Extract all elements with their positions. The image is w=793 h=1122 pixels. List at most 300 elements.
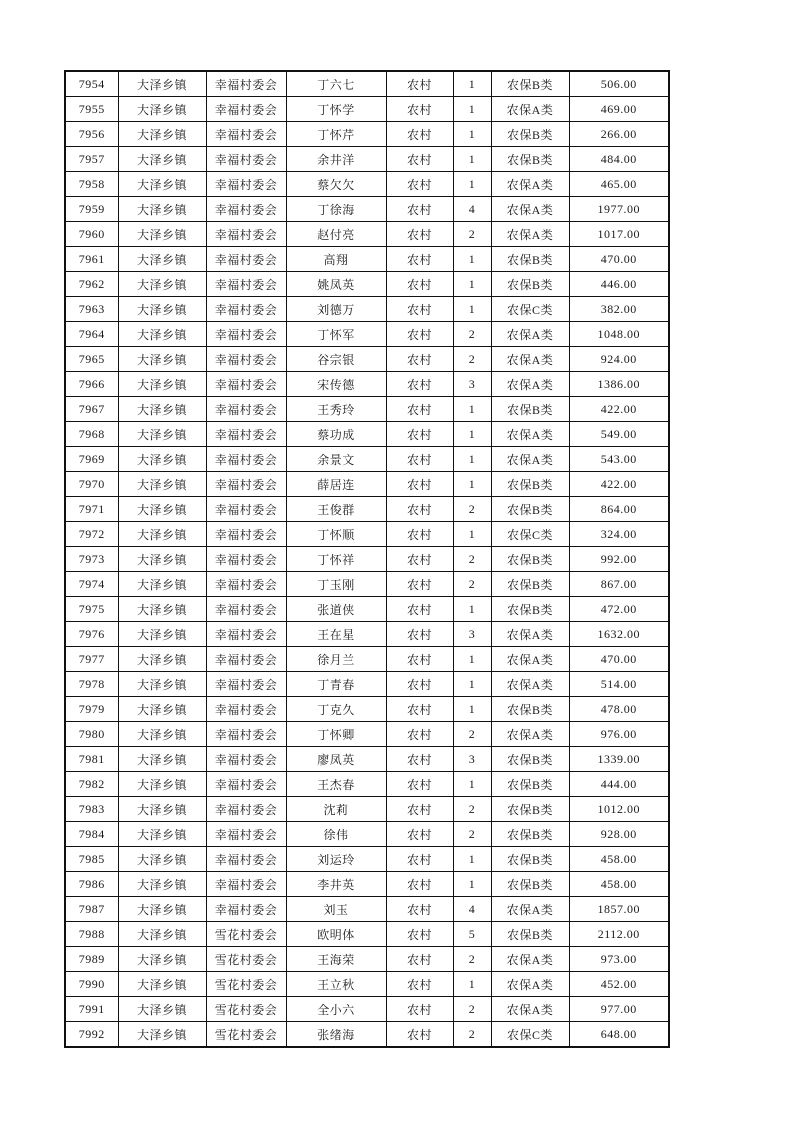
cell-serial-number: 7989 [65,947,118,972]
cell-township: 大泽乡镇 [118,797,206,822]
cell-residence-type: 农村 [386,922,453,947]
cell-township: 大泽乡镇 [118,947,206,972]
cell-township: 大泽乡镇 [118,872,206,897]
cell-residence-type: 农村 [386,622,453,647]
cell-person-count: 2 [453,722,491,747]
cell-residence-type: 农村 [386,197,453,222]
cell-person-name: 蔡功成 [286,422,386,447]
cell-village-committee: 幸福村委会 [206,247,286,272]
cell-village-committee: 幸福村委会 [206,322,286,347]
table-row [65,197,669,222]
cell-insurance-category: 农保B类 [491,122,569,147]
cell-person-count: 1 [453,297,491,322]
cell-township: 大泽乡镇 [118,422,206,447]
table-row [65,347,669,372]
cell-residence-type: 农村 [386,222,453,247]
cell-residence-type: 农村 [386,447,453,472]
cell-amount: 976.00 [569,722,669,747]
cell-amount: 478.00 [569,697,669,722]
cell-village-committee: 幸福村委会 [206,697,286,722]
cell-township: 大泽乡镇 [118,247,206,272]
cell-insurance-category: 农保B类 [491,71,569,97]
cell-amount: 924.00 [569,347,669,372]
cell-insurance-category: 农保C类 [491,1022,569,1048]
cell-person-count: 2 [453,497,491,522]
table-row [65,1022,669,1048]
cell-person-name: 丁怀芹 [286,122,386,147]
cell-insurance-category: 农保B类 [491,797,569,822]
cell-person-name: 谷宗银 [286,347,386,372]
cell-township: 大泽乡镇 [118,672,206,697]
cell-village-committee: 雪花村委会 [206,997,286,1022]
cell-insurance-category: 农保C类 [491,522,569,547]
cell-insurance-category: 农保B类 [491,247,569,272]
cell-person-count: 2 [453,1022,491,1048]
cell-person-name: 李井英 [286,872,386,897]
cell-person-count: 1 [453,847,491,872]
cell-residence-type: 农村 [386,797,453,822]
cell-person-count: 1 [453,972,491,997]
cell-amount: 470.00 [569,647,669,672]
cell-amount: 549.00 [569,422,669,447]
cell-insurance-category: 农保B类 [491,872,569,897]
cell-township: 大泽乡镇 [118,547,206,572]
cell-insurance-category: 农保B类 [491,472,569,497]
cell-serial-number: 7983 [65,797,118,822]
cell-insurance-category: 农保A类 [491,197,569,222]
cell-insurance-category: 农保A类 [491,447,569,472]
cell-amount: 266.00 [569,122,669,147]
cell-person-name: 王秀玲 [286,397,386,422]
cell-township: 大泽乡镇 [118,1022,206,1048]
table-row [65,922,669,947]
cell-person-count: 1 [453,522,491,547]
cell-serial-number: 7991 [65,997,118,1022]
cell-residence-type: 农村 [386,722,453,747]
table-row [65,697,669,722]
cell-amount: 382.00 [569,297,669,322]
cell-residence-type: 农村 [386,972,453,997]
cell-amount: 458.00 [569,847,669,872]
cell-person-count: 1 [453,772,491,797]
cell-village-committee: 幸福村委会 [206,222,286,247]
cell-residence-type: 农村 [386,297,453,322]
table-row [65,672,669,697]
table-row [65,572,669,597]
cell-amount: 1857.00 [569,897,669,922]
cell-village-committee: 幸福村委会 [206,97,286,122]
cell-insurance-category: 农保A类 [491,897,569,922]
cell-village-committee: 幸福村委会 [206,147,286,172]
cell-serial-number: 7969 [65,447,118,472]
cell-insurance-category: 农保A类 [491,997,569,1022]
cell-insurance-category: 农保C类 [491,297,569,322]
cell-person-count: 1 [453,872,491,897]
cell-person-count: 3 [453,622,491,647]
cell-serial-number: 7984 [65,822,118,847]
cell-person-count: 3 [453,372,491,397]
table-row [65,422,669,447]
cell-township: 大泽乡镇 [118,372,206,397]
cell-person-count: 2 [453,322,491,347]
cell-serial-number: 7972 [65,522,118,547]
cell-serial-number: 7967 [65,397,118,422]
cell-person-name: 丁怀顺 [286,522,386,547]
cell-person-name: 廖凤英 [286,747,386,772]
cell-amount: 444.00 [569,772,669,797]
cell-township: 大泽乡镇 [118,722,206,747]
cell-amount: 458.00 [569,872,669,897]
table-row [65,372,669,397]
cell-amount: 324.00 [569,522,669,547]
cell-insurance-category: 农保A类 [491,722,569,747]
cell-serial-number: 7979 [65,697,118,722]
cell-insurance-category: 农保B类 [491,597,569,622]
cell-residence-type: 农村 [386,472,453,497]
cell-residence-type: 农村 [386,1022,453,1048]
cell-serial-number: 7973 [65,547,118,572]
cell-village-committee: 幸福村委会 [206,522,286,547]
cell-person-name: 宋传德 [286,372,386,397]
cell-township: 大泽乡镇 [118,747,206,772]
cell-residence-type: 农村 [386,422,453,447]
cell-residence-type: 农村 [386,947,453,972]
cell-person-name: 徐伟 [286,822,386,847]
cell-residence-type: 农村 [386,872,453,897]
cell-residence-type: 农村 [386,647,453,672]
cell-residence-type: 农村 [386,97,453,122]
table-row [65,71,669,97]
cell-person-count: 1 [453,97,491,122]
table-row [65,397,669,422]
cell-village-committee: 幸福村委会 [206,71,286,97]
cell-person-count: 1 [453,272,491,297]
benefits-table [64,70,670,1048]
cell-township: 大泽乡镇 [118,322,206,347]
table-row [65,722,669,747]
cell-village-committee: 幸福村委会 [206,772,286,797]
table-row [65,972,669,997]
cell-serial-number: 7960 [65,222,118,247]
cell-person-name: 丁玉刚 [286,572,386,597]
cell-person-count: 2 [453,572,491,597]
cell-insurance-category: 农保B类 [491,847,569,872]
cell-insurance-category: 农保A类 [491,672,569,697]
cell-serial-number: 7975 [65,597,118,622]
cell-residence-type: 农村 [386,597,453,622]
cell-amount: 465.00 [569,172,669,197]
cell-amount: 973.00 [569,947,669,972]
cell-insurance-category: 农保A类 [491,947,569,972]
cell-serial-number: 7971 [65,497,118,522]
cell-amount: 472.00 [569,597,669,622]
cell-residence-type: 农村 [386,522,453,547]
cell-amount: 446.00 [569,272,669,297]
cell-residence-type: 农村 [386,272,453,297]
cell-serial-number: 7968 [65,422,118,447]
cell-insurance-category: 农保B类 [491,572,569,597]
table-row [65,847,669,872]
cell-serial-number: 7988 [65,922,118,947]
cell-village-committee: 幸福村委会 [206,172,286,197]
cell-person-name: 欧明体 [286,922,386,947]
cell-residence-type: 农村 [386,822,453,847]
cell-village-committee: 雪花村委会 [206,1022,286,1048]
cell-amount: 928.00 [569,822,669,847]
cell-residence-type: 农村 [386,697,453,722]
cell-residence-type: 农村 [386,397,453,422]
cell-township: 大泽乡镇 [118,622,206,647]
cell-person-count: 5 [453,922,491,947]
cell-township: 大泽乡镇 [118,772,206,797]
cell-village-committee: 幸福村委会 [206,497,286,522]
cell-person-count: 2 [453,797,491,822]
cell-insurance-category: 农保A类 [491,97,569,122]
cell-township: 大泽乡镇 [118,222,206,247]
cell-township: 大泽乡镇 [118,71,206,97]
cell-residence-type: 农村 [386,372,453,397]
cell-township: 大泽乡镇 [118,822,206,847]
cell-residence-type: 农村 [386,122,453,147]
table-row [65,747,669,772]
cell-insurance-category: 农保B类 [491,822,569,847]
table-row [65,997,669,1022]
cell-serial-number: 7964 [65,322,118,347]
cell-residence-type: 农村 [386,847,453,872]
cell-amount: 543.00 [569,447,669,472]
cell-person-count: 1 [453,172,491,197]
cell-amount: 1977.00 [569,197,669,222]
cell-amount: 469.00 [569,97,669,122]
cell-serial-number: 7981 [65,747,118,772]
cell-person-count: 2 [453,347,491,372]
table-row [65,472,669,497]
cell-person-name: 高翔 [286,247,386,272]
cell-person-count: 1 [453,647,491,672]
table-row [65,447,669,472]
cell-person-count: 3 [453,747,491,772]
cell-person-name: 刘玉 [286,897,386,922]
cell-serial-number: 7956 [65,122,118,147]
cell-serial-number: 7985 [65,847,118,872]
cell-township: 大泽乡镇 [118,122,206,147]
cell-amount: 2112.00 [569,922,669,947]
cell-township: 大泽乡镇 [118,997,206,1022]
cell-serial-number: 7980 [65,722,118,747]
cell-township: 大泽乡镇 [118,172,206,197]
cell-residence-type: 农村 [386,347,453,372]
cell-person-count: 1 [453,122,491,147]
cell-serial-number: 7963 [65,297,118,322]
cell-township: 大泽乡镇 [118,697,206,722]
cell-township: 大泽乡镇 [118,972,206,997]
table-row [65,97,669,122]
cell-person-count: 1 [453,697,491,722]
cell-serial-number: 7976 [65,622,118,647]
table-row [65,272,669,297]
cell-insurance-category: 农保A类 [491,972,569,997]
cell-insurance-category: 农保A类 [491,372,569,397]
table-row [65,547,669,572]
cell-township: 大泽乡镇 [118,147,206,172]
table-row [65,772,669,797]
cell-person-name: 蔡欠欠 [286,172,386,197]
cell-person-count: 1 [453,422,491,447]
table-row [65,147,669,172]
cell-township: 大泽乡镇 [118,597,206,622]
cell-person-count: 1 [453,397,491,422]
cell-insurance-category: 农保B类 [491,497,569,522]
cell-serial-number: 7990 [65,972,118,997]
cell-person-name: 王海荣 [286,947,386,972]
cell-township: 大泽乡镇 [118,922,206,947]
cell-serial-number: 7970 [65,472,118,497]
cell-village-committee: 雪花村委会 [206,947,286,972]
cell-village-committee: 幸福村委会 [206,672,286,697]
table-row [65,247,669,272]
cell-person-count: 4 [453,897,491,922]
cell-residence-type: 农村 [386,147,453,172]
cell-person-count: 2 [453,822,491,847]
cell-residence-type: 农村 [386,322,453,347]
cell-residence-type: 农村 [386,572,453,597]
table-row [65,222,669,247]
cell-serial-number: 7978 [65,672,118,697]
cell-village-committee: 幸福村委会 [206,822,286,847]
table-row [65,797,669,822]
cell-person-name: 王在星 [286,622,386,647]
table-row [65,947,669,972]
cell-person-name: 刘德万 [286,297,386,322]
cell-amount: 422.00 [569,472,669,497]
cell-person-name: 薛居连 [286,472,386,497]
cell-village-committee: 幸福村委会 [206,272,286,297]
cell-person-name: 丁徐海 [286,197,386,222]
cell-person-count: 2 [453,997,491,1022]
cell-serial-number: 7977 [65,647,118,672]
cell-serial-number: 7966 [65,372,118,397]
cell-person-name: 赵付亮 [286,222,386,247]
cell-person-name: 刘运玲 [286,847,386,872]
cell-village-committee: 幸福村委会 [206,797,286,822]
table-row [65,897,669,922]
cell-village-committee: 幸福村委会 [206,122,286,147]
cell-serial-number: 7958 [65,172,118,197]
cell-person-name: 全小六 [286,997,386,1022]
table-row [65,297,669,322]
cell-amount: 1012.00 [569,797,669,822]
cell-insurance-category: 农保B类 [491,272,569,297]
cell-village-committee: 幸福村委会 [206,372,286,397]
cell-township: 大泽乡镇 [118,447,206,472]
cell-residence-type: 农村 [386,71,453,97]
cell-township: 大泽乡镇 [118,472,206,497]
cell-person-count: 1 [453,147,491,172]
cell-residence-type: 农村 [386,772,453,797]
cell-serial-number: 7982 [65,772,118,797]
cell-amount: 452.00 [569,972,669,997]
cell-village-committee: 雪花村委会 [206,972,286,997]
table-row [65,522,669,547]
cell-person-name: 张绪海 [286,1022,386,1048]
cell-person-name: 丁怀祥 [286,547,386,572]
cell-village-committee: 幸福村委会 [206,847,286,872]
cell-village-committee: 幸福村委会 [206,297,286,322]
cell-village-committee: 幸福村委会 [206,597,286,622]
cell-insurance-category: 农保A类 [491,622,569,647]
cell-person-name: 丁怀学 [286,97,386,122]
cell-person-name: 丁六七 [286,71,386,97]
cell-serial-number: 7987 [65,897,118,922]
cell-person-count: 4 [453,197,491,222]
cell-township: 大泽乡镇 [118,397,206,422]
cell-insurance-category: 农保A类 [491,647,569,672]
cell-person-count: 2 [453,947,491,972]
cell-insurance-category: 农保B类 [491,547,569,572]
cell-amount: 422.00 [569,397,669,422]
cell-person-name: 丁怀军 [286,322,386,347]
cell-township: 大泽乡镇 [118,897,206,922]
table-row [65,172,669,197]
cell-serial-number: 7974 [65,572,118,597]
cell-insurance-category: 农保B类 [491,147,569,172]
cell-insurance-category: 农保B类 [491,697,569,722]
cell-amount: 1339.00 [569,747,669,772]
cell-village-committee: 幸福村委会 [206,547,286,572]
cell-insurance-category: 农保A类 [491,222,569,247]
cell-person-count: 2 [453,547,491,572]
cell-person-count: 1 [453,247,491,272]
cell-village-committee: 幸福村委会 [206,897,286,922]
cell-township: 大泽乡镇 [118,497,206,522]
cell-serial-number: 7961 [65,247,118,272]
cell-residence-type: 农村 [386,497,453,522]
cell-township: 大泽乡镇 [118,522,206,547]
cell-person-count: 2 [453,222,491,247]
cell-insurance-category: 农保A类 [491,322,569,347]
cell-person-name: 王立秋 [286,972,386,997]
cell-amount: 484.00 [569,147,669,172]
cell-township: 大泽乡镇 [118,297,206,322]
cell-residence-type: 农村 [386,747,453,772]
table-row [65,647,669,672]
cell-village-committee: 幸福村委会 [206,872,286,897]
cell-serial-number: 7992 [65,1022,118,1048]
cell-amount: 1632.00 [569,622,669,647]
cell-amount: 977.00 [569,997,669,1022]
cell-residence-type: 农村 [386,247,453,272]
cell-insurance-category: 农保A类 [491,347,569,372]
cell-amount: 648.00 [569,1022,669,1048]
cell-person-name: 丁克久 [286,697,386,722]
cell-village-committee: 幸福村委会 [206,722,286,747]
cell-township: 大泽乡镇 [118,847,206,872]
cell-amount: 1048.00 [569,322,669,347]
cell-residence-type: 农村 [386,997,453,1022]
cell-village-committee: 雪花村委会 [206,922,286,947]
cell-township: 大泽乡镇 [118,197,206,222]
cell-person-name: 余景文 [286,447,386,472]
cell-person-name: 张道侠 [286,597,386,622]
table-row [65,122,669,147]
cell-amount: 514.00 [569,672,669,697]
table-row [65,597,669,622]
table-row [65,872,669,897]
cell-serial-number: 7954 [65,71,118,97]
cell-serial-number: 7986 [65,872,118,897]
cell-village-committee: 幸福村委会 [206,622,286,647]
cell-village-committee: 幸福村委会 [206,397,286,422]
